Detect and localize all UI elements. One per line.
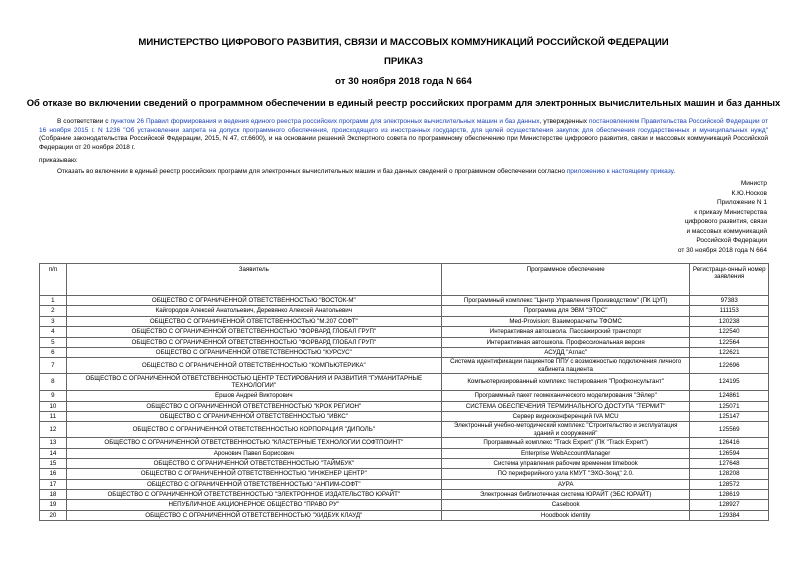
- cell-reg-number: 125569: [690, 422, 769, 438]
- cell-reg-number: 129384: [690, 510, 769, 520]
- government-decree-link[interactable]: постановлением Правительства Российской Федерации от 16 ноября 2015 г. N 1236 "Об установлении запрета на допуск программного обеспечения, происходящего из иностранных государств, для целей осуществления закупок для обеспечения государственных и муниципальных нужд": [39, 118, 768, 134]
- table-row: [40, 438, 769, 448]
- ministry-heading: МИНИСТЕРСТВО ЦИФРОВОГО РАЗВИТИЯ, СВЯЗИ И МАССОВЫХ КОММУНИКАЦИЙ РОССИЙСКОЙ ФЕДЕРАЦИИ: [138, 37, 669, 48]
- cell-software: Casebook: [441, 500, 690, 510]
- cell-number: 1: [40, 296, 67, 306]
- cell-software: Программный комплекс "Track Expert" (ПК "Track Expert"): [441, 438, 690, 448]
- column-header-software: Программное обеспечение: [441, 264, 690, 296]
- cell-reg-number: 111153: [690, 306, 769, 316]
- decision-text-1: Отказать во включении в единый реестр российских программ для электронных вычислительных машин и баз данных сведений о программном обеспечении согласно: [57, 168, 567, 175]
- table-row: [40, 469, 769, 479]
- appendix-link[interactable]: приложению к настоящему приказу: [566, 168, 674, 175]
- order-word: приказываю:: [39, 157, 78, 164]
- table-row: [40, 422, 769, 438]
- cell-applicant: ОБЩЕСТВО С ОГРАНИЧЕННОЙ ОТВЕТСТВЕННОСТЬЮ "ВОСТОК-М": [66, 296, 441, 306]
- column-header-applicant: Заявитель: [66, 264, 441, 296]
- cell-applicant: ОБЩЕСТВО С ОГРАНИЧЕННОЙ ОТВЕТСТВЕННОСТЬЮ "ИВКС": [66, 411, 441, 421]
- preamble-text-2: , утвержденных: [539, 118, 589, 125]
- table-row: [40, 316, 769, 326]
- cell-number: 2: [40, 306, 67, 316]
- cell-applicant: ОБЩЕСТВО С ОГРАНИЧЕННОЙ ОТВЕТСТВЕННОСТЬЮ "КРОК РЕГИОН": [66, 401, 441, 411]
- cell-software: АСУДД "Аглас": [441, 347, 690, 357]
- cell-number: 20: [40, 510, 67, 520]
- table-row: [40, 411, 769, 421]
- cell-reg-number: 126416: [690, 438, 769, 448]
- cell-software: Система управления рабочим временем timebook: [441, 458, 690, 468]
- cell-number: 14: [40, 448, 67, 458]
- appendix-line: Приложение N 1: [716, 199, 767, 206]
- document-date-number: от 30 ноября 2018 года N 664: [335, 76, 472, 87]
- cell-reg-number: 127648: [690, 458, 769, 468]
- cell-number: 4: [40, 327, 67, 337]
- cell-reg-number: 128572: [690, 479, 769, 489]
- appendix-line: цифрового развития, связи: [684, 218, 767, 226]
- table-body: [40, 296, 769, 521]
- cell-number: 7: [40, 358, 67, 374]
- signatory-role: Министр: [740, 180, 767, 187]
- cell-reg-number: 124195: [690, 374, 769, 391]
- cell-number: 6: [40, 347, 67, 357]
- cell-reg-number: 120238: [690, 316, 769, 326]
- cell-software: Электронная библиотечная система ЮРАЙТ (ЭБС ЮРАЙТ): [441, 490, 690, 500]
- document-title: Об отказе во включении сведений о программном обеспечении в единый реестр российских программ для электронных вычислительных машин и баз данных: [26, 97, 781, 108]
- appendix-line: Российской Федерации: [696, 237, 767, 245]
- cell-number: 5: [40, 337, 67, 347]
- cell-applicant: Кайгородов Алексей Анатольевич, Деревянко Алексей Анатольевич: [66, 306, 441, 316]
- cell-reg-number: 128208: [690, 469, 769, 479]
- table-row: [40, 500, 769, 510]
- cell-software: Интерактивная автошкола. Профессиональная версия: [441, 337, 690, 347]
- cell-applicant: ОБЩЕСТВО С ОГРАНИЧЕННОЙ ОТВЕТСТВЕННОСТЬЮ "ТАЙМБУК": [66, 458, 441, 468]
- preamble-paragraph: [39, 118, 768, 152]
- rejections-table: [39, 263, 769, 521]
- table-row: [40, 306, 769, 316]
- cell-number: 17: [40, 479, 67, 489]
- table-row: [40, 490, 769, 500]
- table-row: [40, 401, 769, 411]
- cell-software: Программа для ЭВМ "ЭТОС": [441, 306, 690, 316]
- table-row: [40, 391, 769, 401]
- cell-reg-number: 122621: [690, 347, 769, 357]
- table-row: [40, 347, 769, 357]
- table-row: [40, 327, 769, 337]
- cell-software: Интерактивная автошкола. Пассажирский транспорт: [441, 327, 690, 337]
- signature-block: [731, 179, 767, 198]
- preamble-text-3: (Собрание законодательства Российской Федерации, 2015, N 47, ст.6600), и на основании решений Экспертного совета по программному обеспечению при Министерстве цифрового развития, связи и массовых коммуникаций Российской Федерации от 20 ноября 2018 г.: [39, 135, 768, 151]
- cell-software: Программный комплекс "Центр Управления Производством" (ПК ЦУП): [441, 296, 690, 306]
- cell-number: 11: [40, 411, 67, 421]
- appendix-line: к приказу Министерства: [694, 208, 767, 216]
- cell-number: 9: [40, 391, 67, 401]
- cell-software: Компьютеризированный комплекс тестирования "Профконсультант": [441, 374, 690, 391]
- cell-software: ПО периферийного узла КМУТ "ЭХО-Зонд" 2.0.: [441, 469, 690, 479]
- cell-software: Med-Provision: Взаиморасчеты ТФОМС: [441, 316, 690, 326]
- decision-paragraph: [57, 168, 675, 175]
- rules-link[interactable]: пунктом 26 Правил формирования и ведения единого реестра российских программ для электронных вычислительных машин и баз данных: [110, 118, 540, 125]
- appendix-line: от 30 ноября 2018 года N 664: [677, 246, 767, 254]
- cell-reg-number: 122696: [690, 358, 769, 374]
- cell-applicant: ОБЩЕСТВО С ОГРАНИЧЕННОЙ ОТВЕТСТВЕННОСТЬЮ ЦЕНТР ТЕСТИРОВАНИЯ И РАЗВИТИЯ "ГУМАНИТАРНЫЕ ТЕХНОЛОГИИ": [66, 374, 441, 391]
- cell-reg-number: 124861: [690, 391, 769, 401]
- cell-number: 16: [40, 469, 67, 479]
- cell-applicant: ОБЩЕСТВО С ОГРАНИЧЕННОЙ ОТВЕТСТВЕННОСТЬЮ "ХИДБУК КЛАУД": [66, 510, 441, 520]
- table-row: [40, 296, 769, 306]
- cell-applicant: НЕПУБЛИЧНОЕ АКЦИОНЕРНОЕ ОБЩЕСТВО "ПРАВО РУ": [66, 500, 441, 510]
- cell-number: 10: [40, 401, 67, 411]
- cell-applicant: ОБЩЕСТВО С ОГРАНИЧЕННОЙ ОТВЕТСТВЕННОСТЬЮ "КОМПЬЮТЕРИКА": [66, 358, 441, 374]
- cell-applicant: ОБЩЕСТВО С ОГРАНИЧЕННОЙ ОТВЕТСТВЕННОСТЬЮ "ИНЖЕНЕР ЦЕНТР": [66, 469, 441, 479]
- table-row: [40, 479, 769, 489]
- cell-reg-number: 122564: [690, 337, 769, 347]
- cell-applicant: ОБЩЕСТВО С ОГРАНИЧЕННОЙ ОТВЕТСТВЕННОСТЬЮ КОРПОРАЦИЯ "ДИПОЛЬ": [66, 422, 441, 438]
- column-header-reg-number: Регистраци-онный номер заявления: [690, 264, 769, 296]
- signatory-name: К.Ю.Носков: [731, 189, 767, 197]
- cell-software: АУРА: [441, 479, 690, 489]
- cell-applicant: ОБЩЕСТВО С ОГРАНИЧЕННОЙ ОТВЕТСТВЕННОСТЬЮ "ФОРВАРД ГЛОБАЛ ГРУП": [66, 327, 441, 337]
- cell-number: 13: [40, 438, 67, 448]
- cell-number: 18: [40, 490, 67, 500]
- cell-applicant: ОБЩЕСТВО С ОГРАНИЧЕННОЙ ОТВЕТСТВЕННОСТЬЮ "ФОРВАРД ГЛОБАЛ ГРУП": [66, 337, 441, 347]
- cell-number: 12: [40, 422, 67, 438]
- cell-software: Система идентификации пациентов ППУ с возможностью подключения личного кабинета пациента: [441, 358, 690, 374]
- cell-number: 19: [40, 500, 67, 510]
- cell-software: Программный пакет геомеханического моделирования "Эйлер": [441, 391, 690, 401]
- document-type: ПРИКАЗ: [384, 56, 423, 67]
- decision-text-2: .: [673, 168, 676, 175]
- cell-software: Электронный учебно-методический комплекс "Строительство и эксплуатация зданий и сооружений": [441, 422, 690, 438]
- cell-applicant: ОБЩЕСТВО С ОГРАНИЧЕННОЙ ОТВЕТСТВЕННОСТЬЮ "КЛАСТЕРНЫЕ ТЕХНОЛОГИИ СОФТПОИНТ": [66, 438, 441, 448]
- cell-reg-number: 128927: [690, 500, 769, 510]
- table-row: [40, 448, 769, 458]
- cell-reg-number: 128619: [690, 490, 769, 500]
- cell-number: 8: [40, 374, 67, 391]
- cell-reg-number: 122540: [690, 327, 769, 337]
- table-row: [40, 337, 769, 347]
- cell-reg-number: 126594: [690, 448, 769, 458]
- cell-applicant: Аронович Павел Борисович: [66, 448, 441, 458]
- preamble-text-1: В соответствии с: [57, 118, 111, 125]
- cell-reg-number: 125147: [690, 411, 769, 421]
- table-row: [40, 458, 769, 468]
- cell-number: 15: [40, 458, 67, 468]
- table-header-row: [40, 264, 769, 296]
- table-row: [40, 510, 769, 520]
- cell-applicant: ОБЩЕСТВО С ОГРАНИЧЕННОЙ ОТВЕТСТВЕННОСТЬЮ "ЭЛЕКТРОННОЕ ИЗДАТЕЛЬСТВО ЮРАЙТ": [66, 490, 441, 500]
- cell-software: СИСТЕМА ОБЕСПЕЧЕНИЯ ТЕРМИНАЛЬНОГО ДОСТУПА "ТЕРМИТ": [441, 401, 690, 411]
- appendix-line: и массовых коммуникаций: [686, 227, 767, 235]
- cell-software: Hoodbook identity: [441, 510, 690, 520]
- cell-software: Enterprise WebAccountManager: [441, 448, 690, 458]
- column-header-number: п/п: [40, 264, 67, 296]
- cell-reg-number: 125071: [690, 401, 769, 411]
- cell-applicant: ОБЩЕСТВО С ОГРАНИЧЕННОЙ ОТВЕТСТВЕННОСТЬЮ "АНПИМ-СОФТ": [66, 479, 441, 489]
- table-row: [40, 358, 769, 374]
- cell-applicant: ОБЩЕСТВО С ОГРАНИЧЕННОЙ ОТВЕТСТВЕННОСТЬЮ "КУРСУС": [66, 347, 441, 357]
- cell-software: Сервер видеоконференций IVA MCU: [441, 411, 690, 421]
- appendix-header: [678, 198, 767, 256]
- cell-reg-number: 97383: [690, 296, 769, 306]
- table-row: [40, 374, 769, 391]
- cell-applicant: Ершов Андрей Викторович: [66, 391, 441, 401]
- cell-number: 3: [40, 316, 67, 326]
- cell-applicant: ОБЩЕСТВО С ОГРАНИЧЕННОЙ ОТВЕТСТВЕННОСТЬЮ "М.207 СОФТ": [66, 316, 441, 326]
